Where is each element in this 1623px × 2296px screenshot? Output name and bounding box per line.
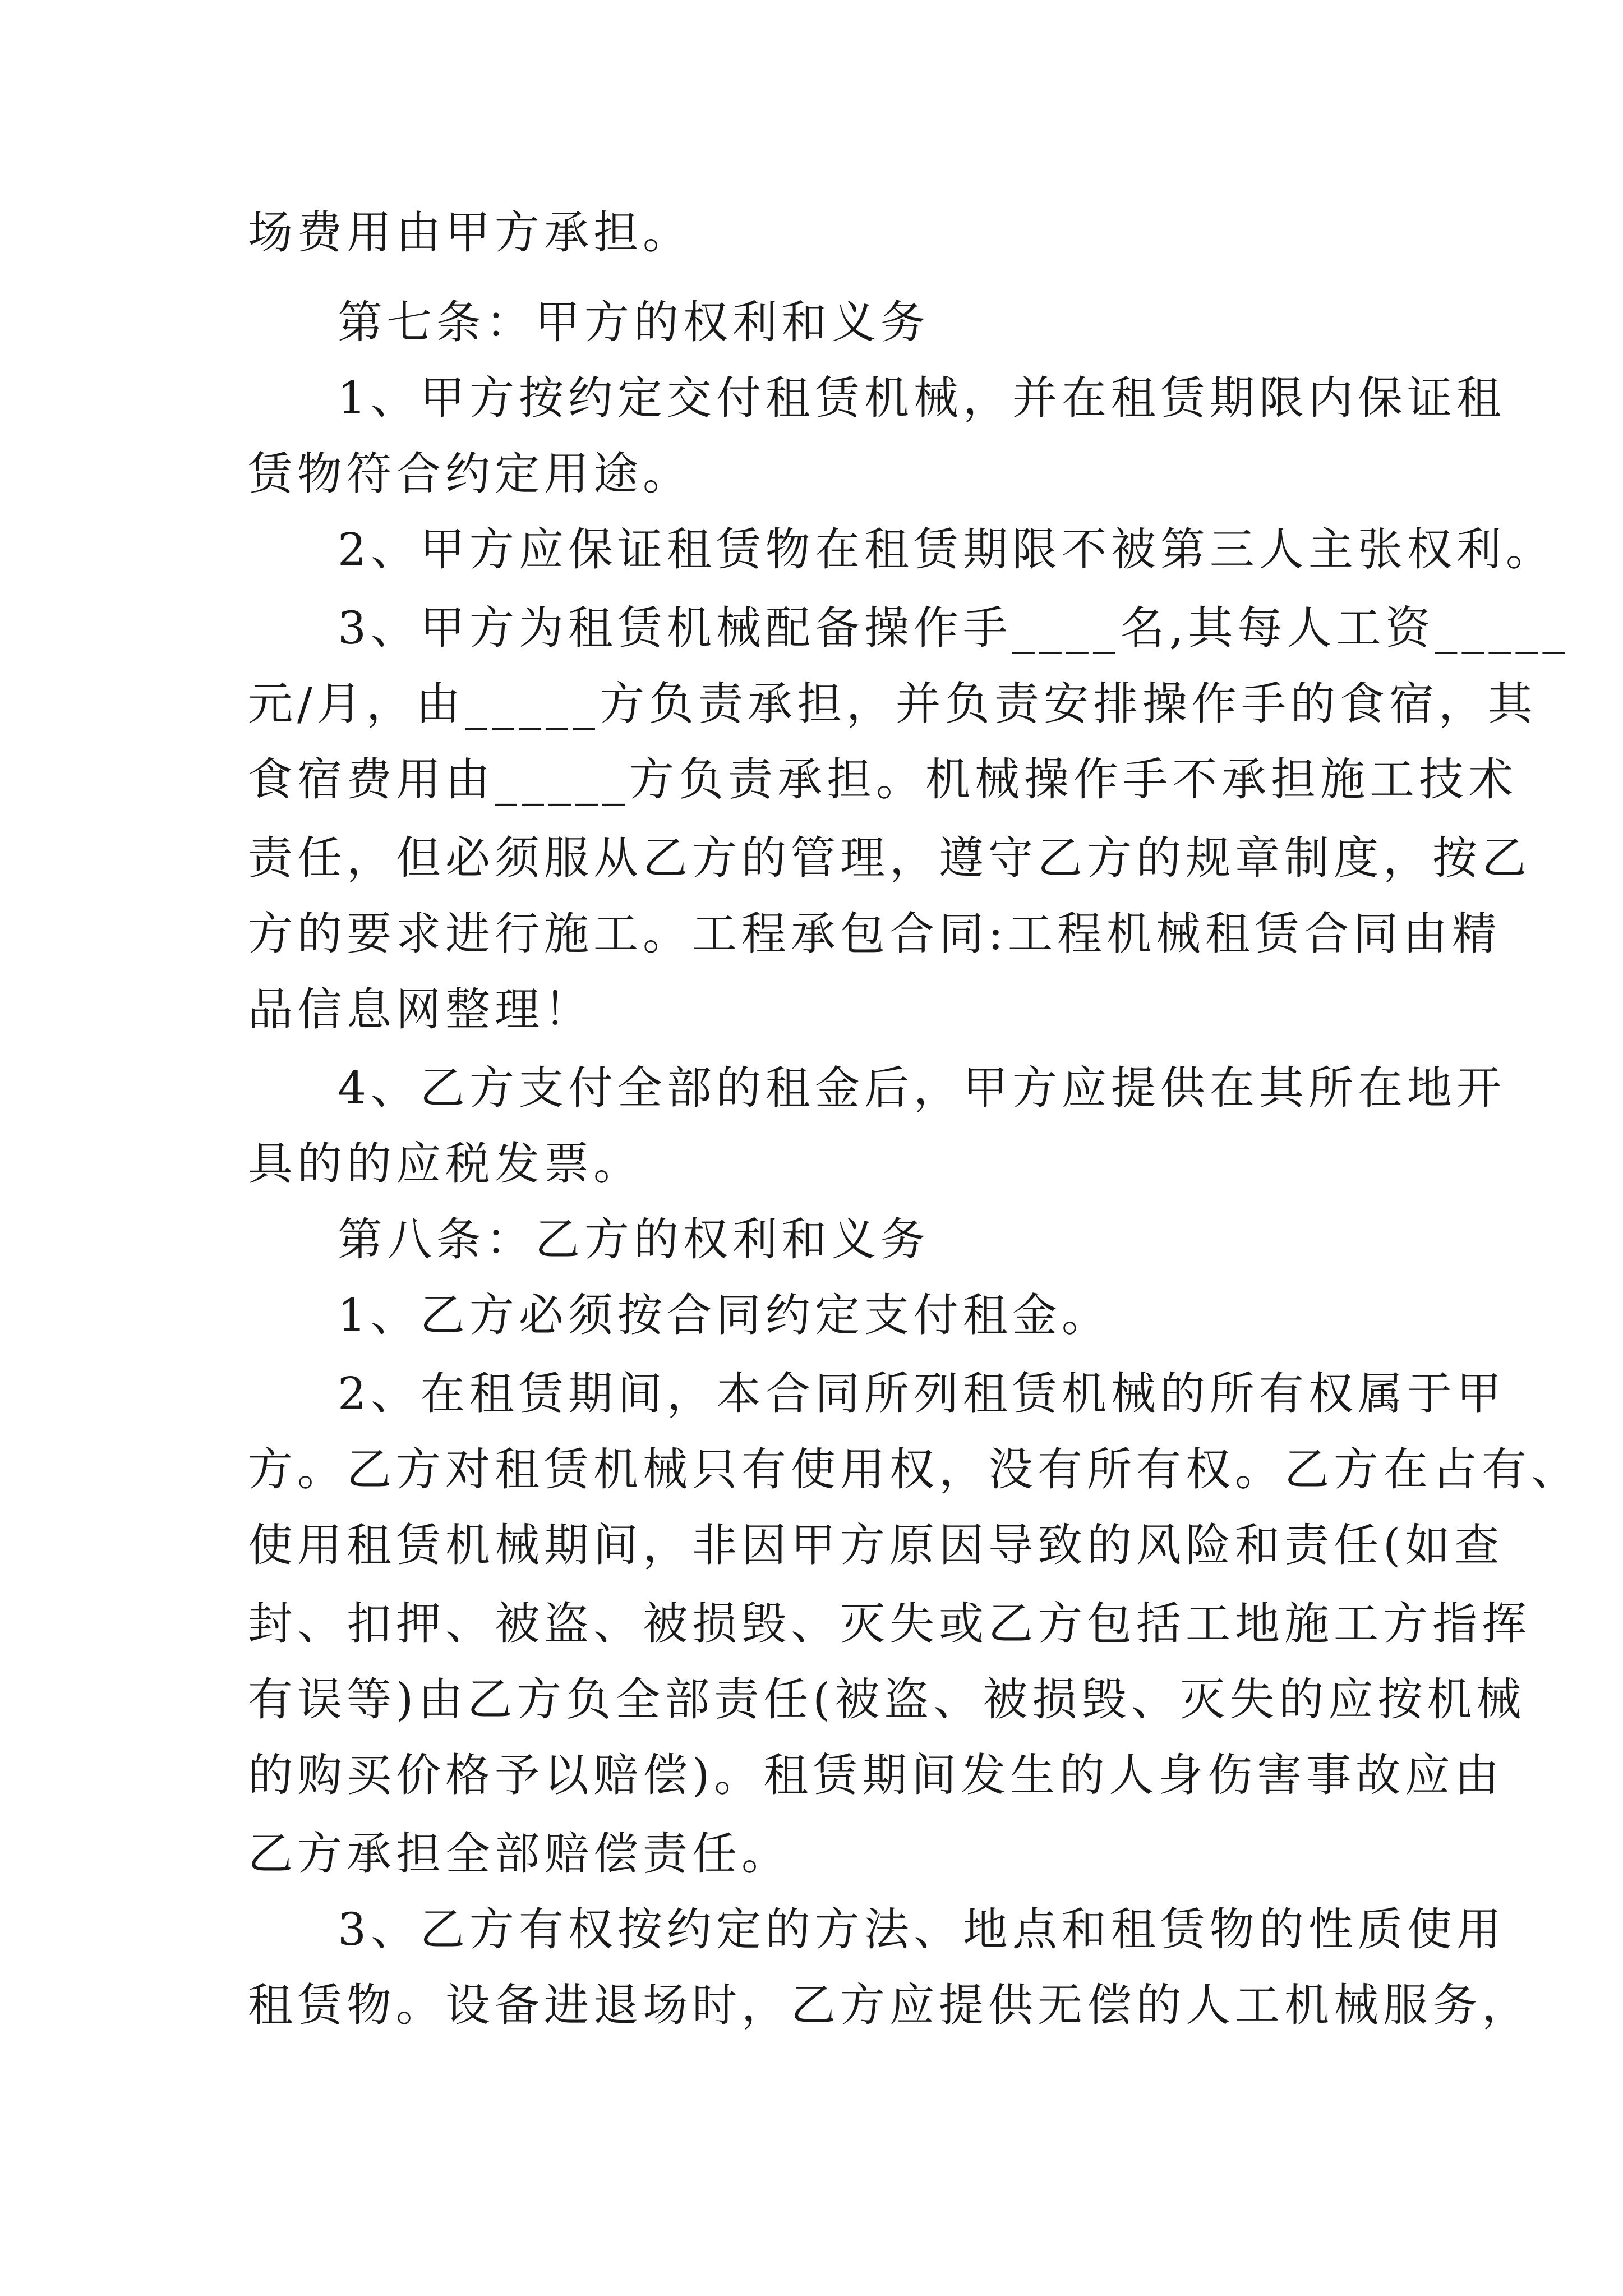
text-line: 有误等)由乙方负全部责任(被盗、被损毁、灭失的应按机械: [248, 1673, 1526, 1726]
text-line: 责任，但必须服从乙方的管理，遵守乙方的规章制度，按乙: [248, 832, 1531, 884]
text-line: 使用租赁机械期间，非因甲方原因导致的风险和责任(如查: [248, 1519, 1504, 1571]
text-line: 2、甲方应保证租赁物在租赁期限不被第三人主张权利。: [338, 523, 1555, 576]
text-line: 场费用由甲方承担。: [248, 206, 692, 259]
text-line: 具的的应税发票。: [248, 1138, 643, 1190]
text-line: 乙方承担全部赔偿责任。: [248, 1828, 791, 1880]
text-line: 租赁物。设备进退场时，乙方应提供无偿的人工机械服务，: [248, 1979, 1531, 2031]
text-line: 方的要求进行施工。工程承包合同:工程机械租赁合同由精: [248, 908, 1501, 960]
text-line: 3、乙方有权按约定的方法、地点和租赁物的性质使用: [338, 1903, 1506, 1955]
text-line: 的购买价格予以赔偿)。租赁期间发生的人身伤害事故应由: [248, 1749, 1504, 1801]
text-line: 方。乙方对租赁机械只有使用权，没有所有权。乙方在占有、: [248, 1443, 1580, 1496]
text-line: 4、乙方支付全部的租金后，甲方应提供在其所在地开: [338, 1062, 1506, 1114]
text-line: 品信息网整理！: [248, 983, 593, 1036]
text-line: 元/月，由_____方负责承担，并负责安排操作手的食宿，其: [248, 678, 1537, 730]
section-heading: 第八条：乙方的权利和义务: [338, 1213, 930, 1266]
text-line: 2、在租赁期间，本合同所列租赁机械的所有权属于甲: [338, 1368, 1506, 1420]
text-line: 封、扣押、被盗、被损毁、灭失或乙方包括工地施工方指挥: [248, 1598, 1531, 1650]
section-heading: 第七条：甲方的权利和义务: [338, 296, 930, 348]
text-line: 1、乙方必须按合同约定支付租金。: [338, 1289, 1111, 1341]
text-line: 1、甲方按约定交付租赁机械，并在租赁期限内保证租: [338, 372, 1506, 424]
text-line: 食宿费用由_____方负责承担。机械操作手不承担施工技术: [248, 753, 1518, 806]
text-line: 3、甲方为租赁机械配备操作手____名,其每人工资_____: [338, 602, 1570, 654]
text-line: 赁物符合约定用途。: [248, 448, 692, 500]
